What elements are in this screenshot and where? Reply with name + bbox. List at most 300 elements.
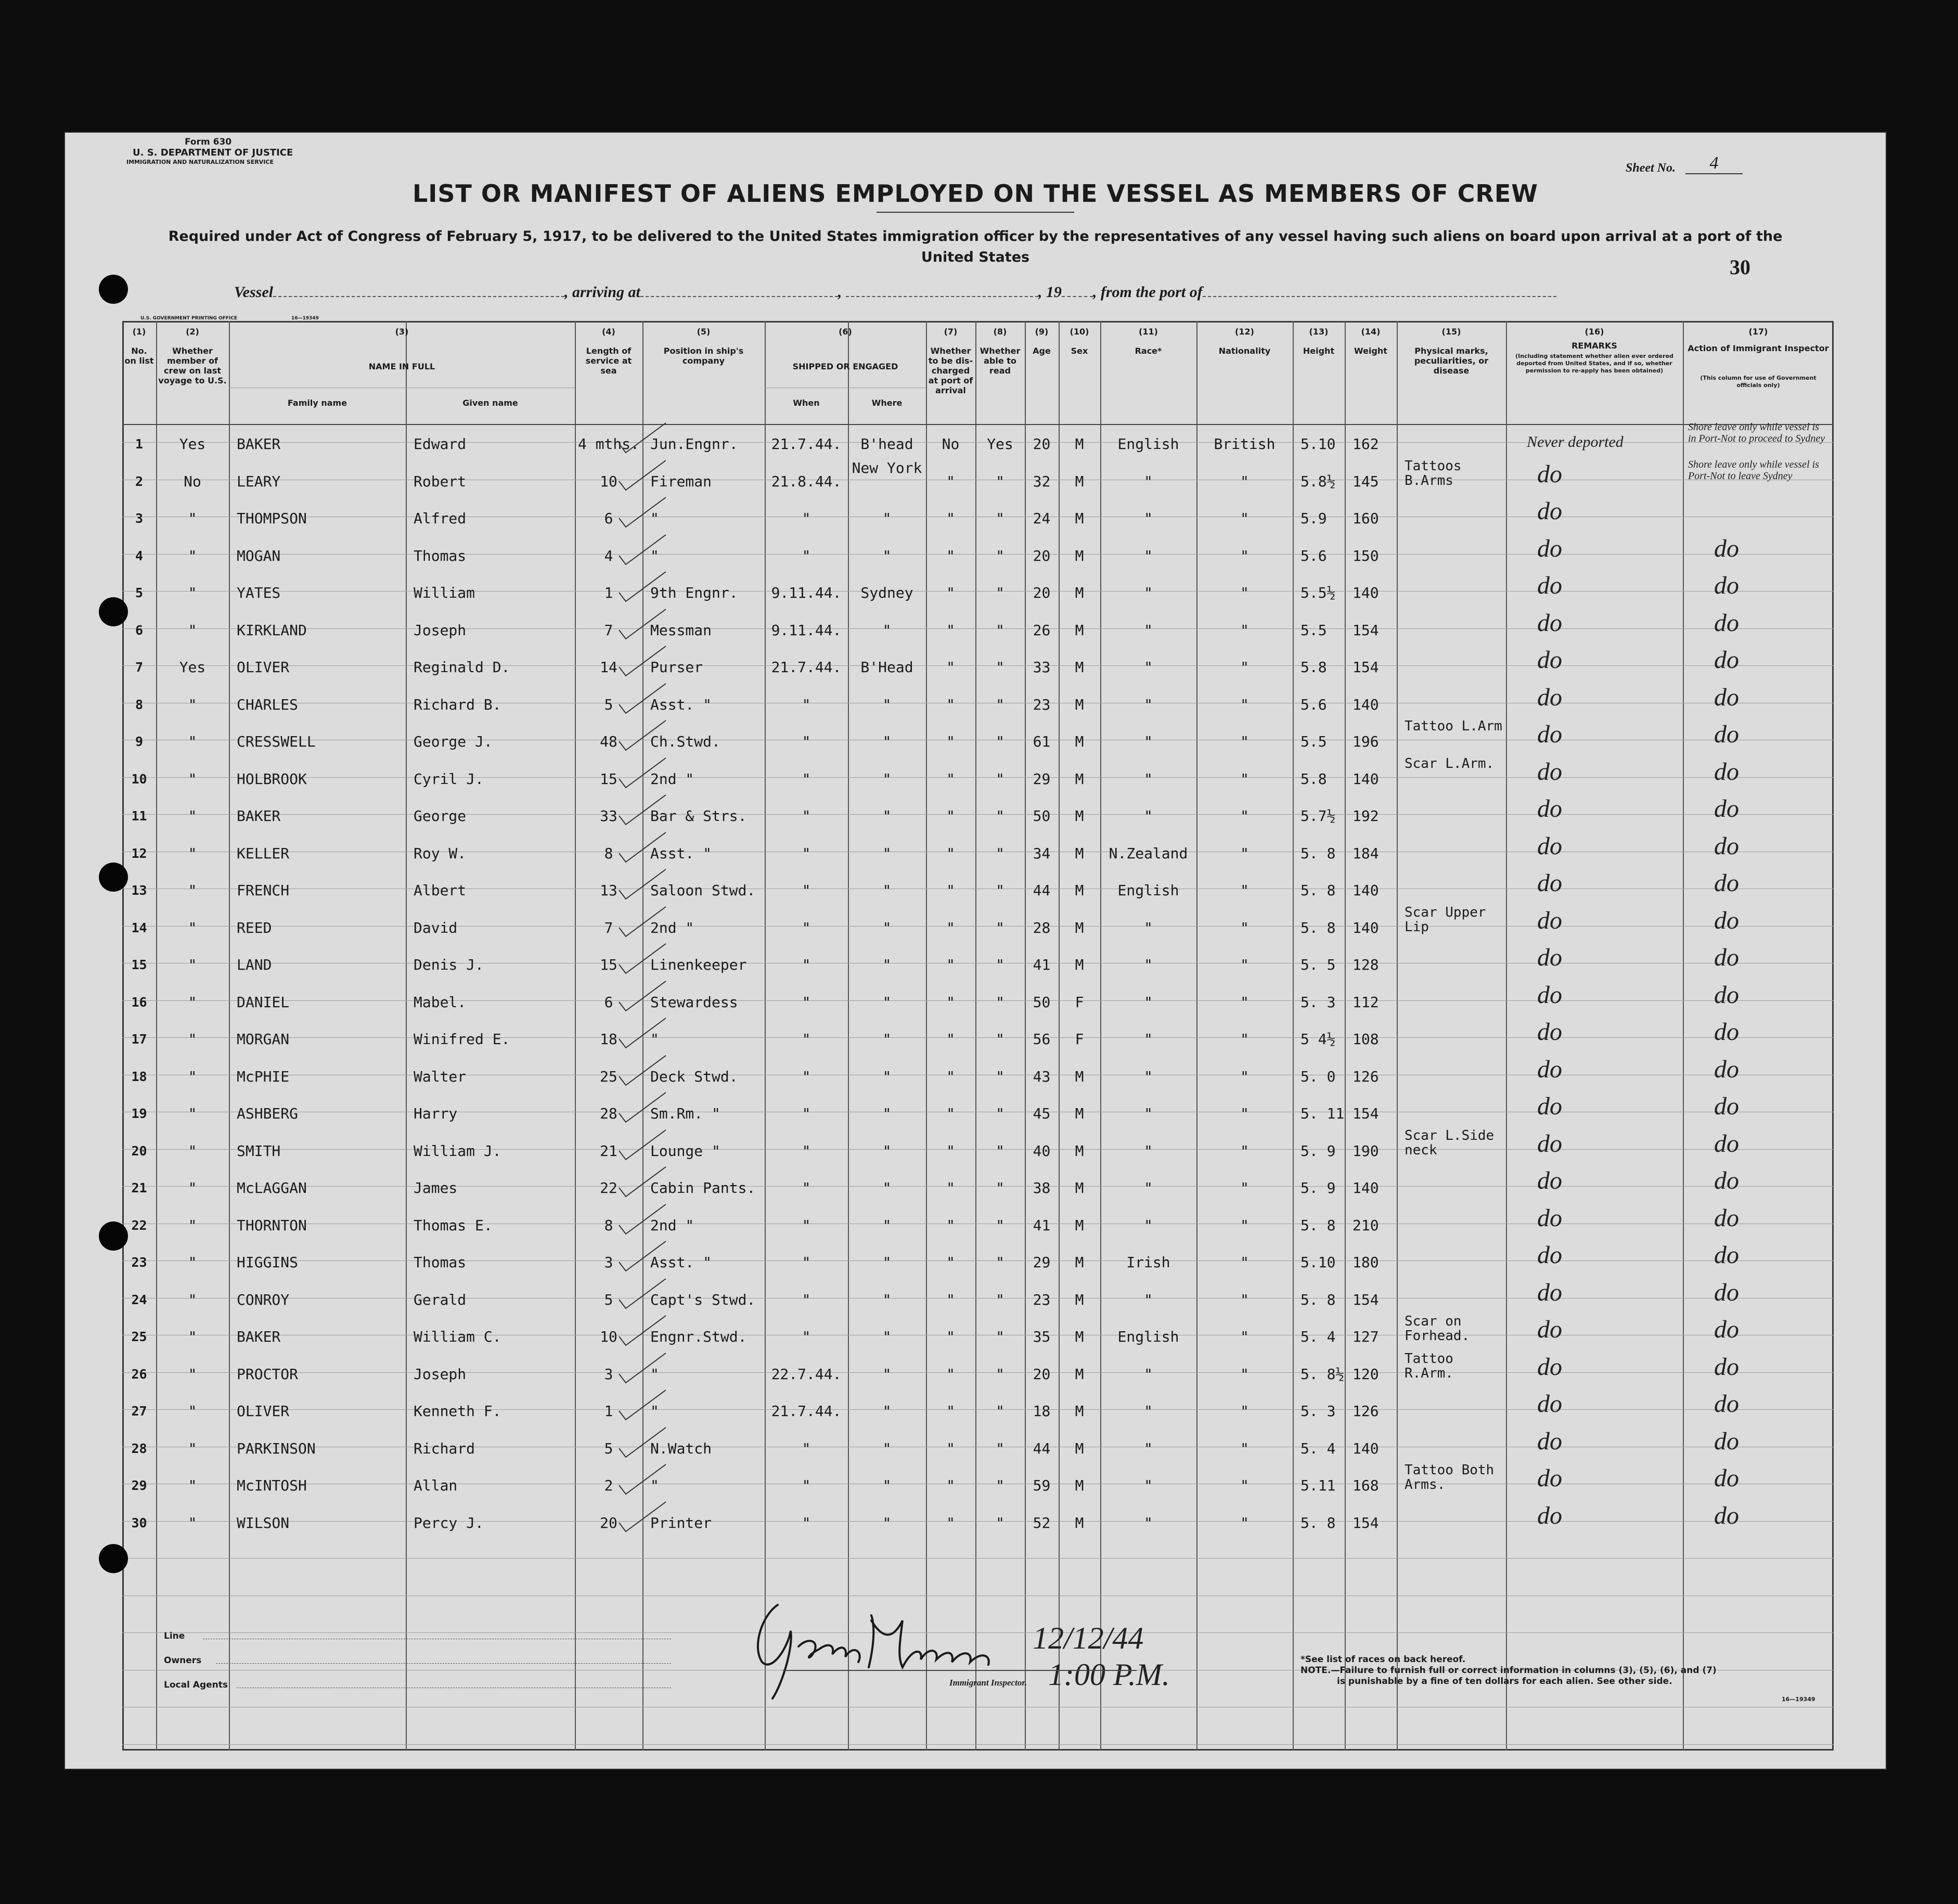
cell-height: 5. 8 [1300, 1514, 1336, 1532]
cell-race: " [1144, 956, 1153, 973]
cell-remarks: do [1537, 1278, 1562, 1306]
cell-when: " [802, 919, 811, 936]
arriving-date-blank [846, 284, 1038, 297]
cell-action: do [1714, 1353, 1739, 1381]
cell-discharge: " [946, 1254, 955, 1271]
cell-action: do [1714, 1055, 1739, 1083]
column-rule [1506, 321, 1507, 1751]
cell-service: 14 [600, 659, 617, 676]
cell-no: 12 [131, 845, 147, 861]
cell-no: 17 [131, 1032, 147, 1047]
column-number: (4) [602, 327, 615, 337]
cell-where: " [882, 1477, 892, 1494]
cell-service: 48 [600, 733, 617, 750]
cell-read: " [996, 696, 1004, 713]
checkmark-icon [616, 1015, 668, 1052]
cell-position: Linenkeeper [650, 956, 747, 973]
cell-service: 7 [604, 621, 613, 639]
cell-discharge: " [946, 919, 955, 936]
cell-when: " [802, 510, 811, 527]
cell-race: English [1117, 435, 1179, 453]
cell-read: " [996, 1254, 1004, 1271]
cell-read: " [996, 1105, 1004, 1122]
cell-age: 41 [1033, 956, 1051, 973]
year-label: , 19 [1038, 284, 1062, 301]
column-heading: Weight [1354, 346, 1387, 356]
cell-prev: " [188, 1403, 197, 1420]
cell-action: do [1714, 1167, 1739, 1194]
cell-family: THOMPSON [237, 510, 307, 527]
cell-read: " [996, 1142, 1004, 1160]
cell-remarks: do [1537, 1390, 1562, 1418]
cell-read: " [996, 1365, 1004, 1383]
cell-action: do [1714, 609, 1739, 637]
cell-family: OLIVER [237, 1403, 290, 1420]
cell-given: Albert [414, 882, 467, 899]
cell-race: " [1144, 733, 1153, 750]
sheet-number: 4 [1685, 153, 1743, 174]
cell-given: George J. [414, 733, 493, 750]
cell-discharge: " [946, 1031, 955, 1048]
cell-weight: 108 [1352, 1031, 1379, 1048]
cell-nat: " [1240, 733, 1249, 750]
cell-discharge: " [946, 510, 955, 527]
cell-nat: " [1240, 993, 1249, 1011]
cell-weight: 192 [1352, 807, 1379, 825]
cell-given: Mabel. [414, 993, 467, 1011]
column-heading: Whether to be dis-charged at port of arrival [928, 346, 973, 395]
cell-position: Printer [650, 1514, 712, 1532]
cell-weight: 126 [1352, 1067, 1379, 1085]
cell-weight: 145 [1352, 472, 1379, 490]
punch-hole [99, 597, 128, 626]
cell-no: 28 [131, 1440, 147, 1456]
checkmark-icon [616, 1425, 668, 1461]
cell-age: 20 [1033, 547, 1051, 564]
cell-given: Thomas [414, 1254, 467, 1271]
service-name: IMMIGRATION AND NATURALIZATION SERVICE [126, 159, 274, 165]
cell-when: " [802, 1254, 811, 1271]
page-subtitle: Required under Act of Congress of February 5, 1917, to be delivered to the United States immigration officer by the representatives of any vessel having such aliens on board upon arrival at a port of the United States [168, 228, 1783, 265]
cell-sex: M [1075, 770, 1084, 788]
cell-race: Irish [1126, 1254, 1170, 1271]
cell-discharge: " [946, 1216, 955, 1234]
checkmark-icon [616, 1164, 668, 1201]
cell-given: Reginald D. [414, 659, 510, 676]
cell-position: Bar & Strs. [650, 807, 747, 825]
cell-age: 23 [1033, 1291, 1051, 1308]
cell-weight: 140 [1352, 584, 1379, 601]
cell-where: " [882, 807, 892, 825]
cell-sex: M [1075, 659, 1084, 676]
cell-family: HIGGINS [237, 1254, 299, 1271]
cell-when: " [802, 956, 811, 973]
cell-read: " [996, 1403, 1004, 1420]
column-number: (13) [1309, 327, 1329, 337]
owners-label: Owners [164, 1655, 202, 1666]
cell-remarks: do [1537, 534, 1562, 562]
cell-read: " [996, 547, 1004, 564]
cell-remarks: do [1537, 1316, 1562, 1343]
cell-action: do [1714, 1427, 1739, 1455]
cell-service: 18 [600, 1031, 617, 1048]
column-number: (14) [1361, 327, 1381, 337]
cell-family: BAKER [237, 807, 281, 825]
cell-height: 5.5½ [1300, 584, 1336, 601]
cell-family: LEARY [237, 472, 281, 490]
cell-where: " [882, 1514, 892, 1532]
cell-given: Joseph [414, 1365, 467, 1383]
cell-weight: 140 [1352, 1439, 1379, 1457]
cell-no: 9 [135, 734, 144, 749]
footnotes [1300, 1654, 1717, 1687]
cell-height: 5.8 [1300, 659, 1327, 676]
cell-prev: " [188, 882, 197, 899]
cell-sex: M [1075, 733, 1084, 750]
cell-where: " [882, 1142, 892, 1160]
column-number: (8) [993, 327, 1007, 337]
cell-height: 5.11 [1300, 1477, 1336, 1494]
cell-prev: " [188, 919, 197, 936]
cell-when: " [802, 1477, 811, 1494]
cell-action: do [1714, 832, 1739, 860]
cell-service: 4 [604, 547, 613, 564]
checkmark-icon [616, 867, 668, 903]
cell-age: 18 [1033, 1403, 1051, 1420]
cell-family: HOLBROOK [237, 770, 307, 788]
cell-no: 7 [135, 660, 144, 675]
cell-race: " [1144, 1105, 1153, 1122]
cell-action: do [1714, 757, 1739, 786]
cell-read: " [996, 1031, 1004, 1048]
cell-where: " [882, 882, 892, 899]
cell-where: " [882, 956, 892, 973]
cell-given: Kenneth F. [414, 1403, 501, 1420]
cell-no: 27 [131, 1404, 147, 1419]
cell-no: 8 [135, 697, 144, 712]
form-code-bottom: 16—19349 [1782, 1696, 1815, 1703]
cell-action: do [1714, 1390, 1739, 1418]
cell-remarks: do [1537, 1167, 1562, 1194]
cell-sex: M [1075, 1179, 1084, 1197]
cell-race: " [1144, 510, 1153, 527]
cell-where: " [882, 770, 892, 788]
cell-given: Harry [414, 1105, 458, 1122]
cell-remarks: do [1537, 721, 1562, 748]
cell-age: 52 [1033, 1514, 1051, 1532]
cell-given: Richard [414, 1439, 475, 1457]
cell-position: Sm.Rm. " [650, 1105, 720, 1122]
cell-discharge: " [946, 1365, 955, 1383]
cell-position: Messman [650, 621, 712, 639]
fine-note: NOTE.—Failure to furnish full or correct information in columns (3), (5), (6), and (7) [1300, 1665, 1717, 1676]
cell-no: 4 [135, 548, 144, 563]
cell-read: " [996, 1439, 1004, 1457]
cell-remarks: do [1537, 1464, 1562, 1492]
cell-age: 28 [1033, 919, 1051, 936]
cell-action: do [1714, 1316, 1739, 1343]
cell-sex: M [1075, 1105, 1084, 1122]
cell-given: William [414, 584, 475, 601]
cell-race: " [1144, 807, 1153, 825]
cell-age: 45 [1033, 1105, 1051, 1122]
column-heading: Age [1033, 346, 1051, 356]
cell-age: 20 [1033, 584, 1051, 601]
cell-discharge: " [946, 1514, 955, 1532]
cell-nat: " [1240, 1142, 1249, 1160]
cell-prev: " [188, 510, 197, 527]
signature-rule [783, 1670, 1137, 1671]
cell-where: " [882, 621, 892, 639]
line-label: Line [164, 1631, 185, 1641]
cell-read: " [996, 621, 1004, 639]
checkmark-icon [616, 755, 668, 792]
cell-service: 4 mths. [577, 435, 639, 453]
row-rule [122, 1558, 1834, 1559]
checkmark-icon [616, 644, 668, 680]
cell-sex: M [1075, 696, 1084, 713]
cell-when: " [802, 993, 811, 1011]
cell-race: " [1144, 1291, 1153, 1308]
cell-age: 56 [1033, 1031, 1051, 1048]
cell-remarks: do [1537, 683, 1562, 711]
cell-position: Engnr.Stwd. [650, 1328, 747, 1345]
cell-where: " [882, 1031, 892, 1048]
column-heading: SHIPPED OR ENGAGED [792, 362, 898, 371]
cell-no: 1 [135, 436, 144, 452]
cell-no: 5 [135, 585, 144, 600]
cell-age: 23 [1033, 696, 1051, 713]
cell-discharge: " [946, 547, 955, 564]
cell-when: " [802, 1179, 811, 1197]
cell-where: " [882, 1067, 892, 1085]
cell-given: Thomas E. [414, 1216, 493, 1234]
checkmark-icon [616, 1276, 668, 1313]
column-heading: (16) [1585, 327, 1604, 337]
cell-discharge: " [946, 993, 955, 1011]
cell-race: " [1144, 1031, 1153, 1048]
cell-height: 5. 8 [1300, 844, 1336, 862]
cell-family: KIRKLAND [237, 621, 307, 639]
cell-height: 5. 4 [1300, 1328, 1336, 1345]
page-number: 30 [1730, 255, 1750, 279]
cell-family: McPHIE [237, 1067, 290, 1085]
cell-read: " [996, 844, 1004, 862]
cell-prev: Yes [179, 435, 206, 453]
cell-action: Shore leave only while vessel is in Port-Not to proceed to Sydney [1688, 421, 1825, 444]
cell-no: 11 [131, 808, 147, 824]
cell-when: 21.7.44. [771, 1403, 842, 1420]
cell-weight: 196 [1352, 733, 1379, 750]
cell-position: " [650, 1365, 659, 1383]
column-rule [1683, 321, 1684, 1751]
cell-action: do [1714, 981, 1739, 1009]
cell-nat: " [1240, 1105, 1249, 1122]
cell-remarks: Never deported [1527, 433, 1624, 451]
cell-where: " [882, 1365, 892, 1383]
cell-when: 21.8.44. [771, 472, 842, 490]
cell-race: " [1144, 1403, 1153, 1420]
cell-weight: 140 [1352, 696, 1379, 713]
cell-sex: M [1075, 1403, 1084, 1420]
cell-when: 21.7.44. [771, 435, 842, 453]
checkmark-icon [616, 1350, 668, 1387]
cell-discharge: " [946, 1403, 955, 1420]
cell-where: " [882, 919, 892, 936]
checkmark-icon [616, 532, 668, 569]
cell-remarks: do [1537, 981, 1562, 1009]
column-heading: (6) [839, 327, 852, 337]
cell-read: " [996, 1179, 1004, 1197]
cell-sex: M [1075, 1291, 1084, 1308]
checkmark-icon [616, 681, 668, 717]
cell-family: BAKER [237, 1328, 281, 1345]
column-number: (9) [1035, 327, 1049, 337]
cell-remarks: do [1537, 1241, 1562, 1269]
cell-prev: " [188, 1365, 197, 1383]
cell-height: 5.7½ [1300, 807, 1336, 825]
cell-when: " [802, 1291, 811, 1308]
cell-no: 13 [131, 883, 147, 898]
cell-race: " [1144, 621, 1153, 639]
cell-sex: M [1075, 1365, 1084, 1383]
cell-weight: 160 [1352, 510, 1379, 527]
cell-position: 2nd " [650, 919, 694, 936]
cell-when: " [802, 1328, 811, 1345]
cell-where: B'Head [860, 659, 913, 676]
cell-weight: 190 [1352, 1142, 1379, 1160]
column-number: (15) [1441, 327, 1461, 337]
department-name: U. S. DEPARTMENT OF JUSTICE [133, 147, 293, 158]
cell-position: 2nd " [650, 770, 694, 788]
cell-race: " [1144, 1477, 1153, 1494]
cell-read: " [996, 1514, 1004, 1532]
cell-prev: " [188, 993, 197, 1011]
cell-where: " [882, 1179, 892, 1197]
action-subheading: (This column for use of Government officials only) [1700, 375, 1817, 389]
column-rule [1345, 321, 1346, 1751]
cell-discharge: " [946, 1291, 955, 1308]
cell-discharge: " [946, 584, 955, 601]
cell-discharge: " [946, 844, 955, 862]
cell-when: " [802, 1067, 811, 1085]
column-number: (11) [1139, 327, 1158, 337]
cell-height: 5 4½ [1300, 1031, 1336, 1048]
cell-nat: " [1240, 584, 1249, 601]
cell-where: " [882, 993, 892, 1011]
cell-prev: " [188, 1254, 197, 1271]
cell-sex: M [1075, 472, 1084, 490]
column-heading: REMARKS [1571, 341, 1617, 351]
cell-height: 5. 9 [1300, 1179, 1336, 1197]
cell-family: DANIEL [237, 993, 290, 1011]
checkmark-icon [616, 1090, 668, 1126]
cell-prev: Yes [179, 659, 206, 676]
checkmark-icon [616, 1202, 668, 1238]
cell-age: 38 [1033, 1179, 1051, 1197]
cell-race: " [1144, 659, 1153, 676]
column-rule [1293, 321, 1294, 1751]
cell-read: " [996, 584, 1004, 601]
vessel-blank [273, 284, 564, 297]
cell-sex: M [1075, 1254, 1084, 1271]
cell-nat: British [1214, 435, 1276, 453]
cell-service: 8 [604, 844, 613, 862]
checkmark-icon [616, 495, 668, 531]
punch-hole [99, 1221, 128, 1251]
cell-remarks: do [1537, 460, 1562, 488]
cell-position: Jun.Engnr. [650, 435, 738, 453]
owners-blank [216, 1663, 671, 1664]
cell-where: " [882, 1328, 892, 1345]
cell-age: 33 [1033, 659, 1051, 676]
cell-given: Thomas [414, 547, 467, 564]
cell-age: 34 [1033, 844, 1051, 862]
cell-remarks: do [1537, 1129, 1562, 1157]
column-heading: Given name [462, 398, 518, 408]
cell-weight: 126 [1352, 1403, 1379, 1420]
cell-read: " [996, 956, 1004, 973]
cell-discharge: " [946, 1179, 955, 1197]
checkmark-icon [616, 607, 668, 643]
column-number: (5) [697, 327, 711, 337]
cell-service: 10 [600, 1328, 617, 1345]
cell-family: MORGAN [237, 1031, 290, 1048]
cell-weight: 140 [1352, 919, 1379, 936]
cell-when: " [802, 1439, 811, 1457]
cell-race: " [1144, 993, 1153, 1011]
cell-service: 15 [600, 956, 617, 973]
cell-nat: " [1240, 770, 1249, 788]
cell-read: " [996, 882, 1004, 899]
cell-position: " [650, 547, 659, 564]
cell-no: 24 [131, 1292, 147, 1307]
cell-read: " [996, 1216, 1004, 1234]
cell-action: do [1714, 906, 1739, 934]
cell-service: 3 [604, 1254, 613, 1271]
cell-weight: 154 [1352, 1291, 1379, 1308]
cell-age: 35 [1033, 1328, 1051, 1345]
column-heading: (17) [1748, 327, 1768, 337]
cell-nat: " [1240, 1328, 1249, 1345]
cell-discharge: " [946, 1477, 955, 1494]
cell-age: 50 [1033, 807, 1051, 825]
cell-family: MOGAN [237, 547, 281, 564]
cell-action: do [1714, 721, 1739, 748]
cell-position: Fireman [650, 472, 712, 490]
cell-discharge: " [946, 621, 955, 639]
cell-no: 10 [131, 771, 147, 787]
cell-remarks: do [1537, 497, 1562, 525]
cell-weight: 140 [1352, 770, 1379, 788]
cell-action: do [1714, 1092, 1739, 1120]
column-heading: When [793, 398, 820, 408]
cell-remarks: do [1537, 795, 1562, 822]
cell-no: 18 [131, 1069, 147, 1084]
cell-weight: 120 [1352, 1365, 1379, 1383]
arriving-label: , arriving at [564, 284, 640, 301]
cell-no: 15 [131, 957, 147, 972]
cell-nat: " [1240, 547, 1249, 564]
cell-discharge: " [946, 472, 955, 490]
header-rule [122, 424, 1834, 425]
checkmark-icon [616, 1313, 668, 1349]
cell-prev: " [188, 584, 197, 601]
cell-where: " [882, 844, 892, 862]
cell-when: " [802, 1514, 811, 1532]
cell-weight: 154 [1352, 1514, 1379, 1532]
cell-race: " [1144, 1439, 1153, 1457]
